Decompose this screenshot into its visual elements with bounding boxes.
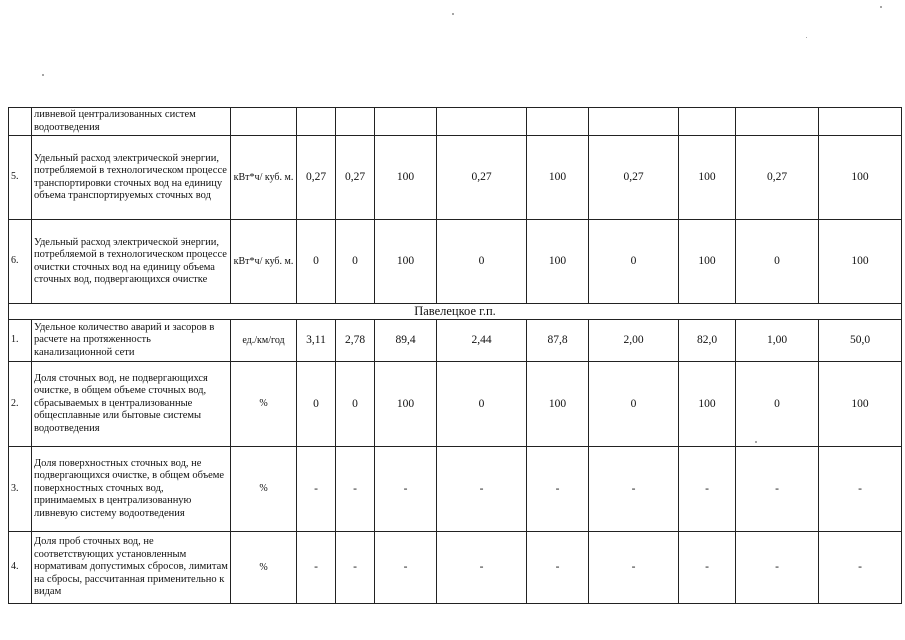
- value-cell: 100: [679, 362, 736, 447]
- value-cell: [336, 108, 375, 136]
- value-cell: [736, 108, 819, 136]
- value-cell: 0: [336, 362, 375, 447]
- row-number: 5.: [9, 136, 32, 220]
- value-cell: 50,0: [819, 320, 902, 362]
- value-cell: 100: [527, 220, 589, 304]
- value-cell: [437, 108, 527, 136]
- row-number: 4.: [9, 532, 32, 604]
- value-cell: 2,44: [437, 320, 527, 362]
- scan-speck: [880, 6, 882, 8]
- value-cell: 0: [589, 220, 679, 304]
- value-cell: -: [527, 532, 589, 604]
- value-cell: 100: [527, 362, 589, 447]
- value-cell: 0: [297, 220, 336, 304]
- table-row: [9, 320, 902, 362]
- table-row: [9, 220, 902, 304]
- unit-cell: кВт*ч/ куб. м.: [231, 220, 297, 304]
- section-title: Павелецкое г.п.: [9, 304, 902, 320]
- value-cell: 0: [589, 362, 679, 447]
- value-cell: -: [297, 532, 336, 604]
- table-row: [9, 362, 902, 447]
- table-row-continued: [9, 108, 902, 136]
- value-cell: 0,27: [589, 136, 679, 220]
- value-cell: -: [589, 532, 679, 604]
- value-cell: 0: [336, 220, 375, 304]
- value-cell: 0,27: [437, 136, 527, 220]
- row-number: 2.: [9, 362, 32, 447]
- value-cell: 1,00: [736, 320, 819, 362]
- value-cell: [375, 108, 437, 136]
- indicator-name: Удельный расход электрической энергии, потребляемой в технологическом процессе очистки сточных вод на единицу объема сточных вод, подвергающихся очистке: [32, 220, 231, 304]
- value-cell: -: [819, 447, 902, 532]
- unit-cell: %: [231, 532, 297, 604]
- value-cell: [297, 108, 336, 136]
- value-cell: 87,8: [527, 320, 589, 362]
- value-cell: 100: [527, 136, 589, 220]
- value-cell: 0: [437, 362, 527, 447]
- value-cell: 89,4: [375, 320, 437, 362]
- indicator-name: Доля сточных вод, не подвергающихся очистке, в общем объеме сточных вод, сбрасываемых в централизованные общесплавные или бытовые системы водоотведения: [32, 362, 231, 447]
- value-cell: 0: [736, 220, 819, 304]
- value-cell: 0,27: [336, 136, 375, 220]
- value-cell: -: [527, 447, 589, 532]
- value-cell: -: [375, 532, 437, 604]
- value-cell: 100: [375, 136, 437, 220]
- value-cell: [527, 108, 589, 136]
- scan-speck: [42, 74, 44, 76]
- indicator-name: Доля поверхностных сточных вод, не подвергающихся очистке, в общем объеме поверхностных сточных вод, принимаемых в централизованную ливневую систему водоотведения: [32, 447, 231, 532]
- value-cell: -: [736, 447, 819, 532]
- value-cell: -: [589, 447, 679, 532]
- indicator-name: Удельное количество аварий и засоров в расчете на протяженность канализационной сети: [32, 320, 231, 362]
- value-cell: -: [679, 532, 736, 604]
- value-cell: 100: [819, 220, 902, 304]
- unit-cell: ед./км/год: [231, 320, 297, 362]
- indicator-name: ливневой централизованных систем водоотведения: [32, 108, 231, 136]
- value-cell: 100: [819, 136, 902, 220]
- value-cell: 100: [679, 136, 736, 220]
- scan-speck: [452, 13, 454, 15]
- value-cell: 0,27: [736, 136, 819, 220]
- row-number: [9, 108, 32, 136]
- value-cell: -: [375, 447, 437, 532]
- value-cell: 0: [297, 362, 336, 447]
- value-cell: -: [336, 447, 375, 532]
- value-cell: -: [819, 532, 902, 604]
- scan-speck: [806, 37, 807, 38]
- indicator-name: Удельный расход электрической энергии, потребляемой в технологическом процессе транспортировки сточных вод на единицу объема транспортируемых сточных вод: [32, 136, 231, 220]
- value-cell: [679, 108, 736, 136]
- value-cell: 0: [437, 220, 527, 304]
- value-cell: -: [437, 532, 527, 604]
- value-cell: -: [297, 447, 336, 532]
- value-cell: 100: [375, 362, 437, 447]
- value-cell: 100: [375, 220, 437, 304]
- row-number: 3.: [9, 447, 32, 532]
- value-cell: -: [336, 532, 375, 604]
- value-cell: 3,11: [297, 320, 336, 362]
- table-row: [9, 447, 902, 532]
- value-cell: 2,00: [589, 320, 679, 362]
- value-cell: [819, 108, 902, 136]
- value-cell: 0,27: [297, 136, 336, 220]
- row-number: 1.: [9, 320, 32, 362]
- value-cell: [589, 108, 679, 136]
- value-cell: 100: [819, 362, 902, 447]
- row-number: 6.: [9, 220, 32, 304]
- value-cell: 100: [679, 220, 736, 304]
- table-row: [9, 136, 902, 220]
- indicators-table: [8, 107, 902, 604]
- value-cell: 0: [736, 362, 819, 447]
- unit-cell: [231, 108, 297, 136]
- unit-cell: %: [231, 362, 297, 447]
- unit-cell: %: [231, 447, 297, 532]
- value-cell: -: [679, 447, 736, 532]
- value-cell: 2,78: [336, 320, 375, 362]
- value-cell: -: [736, 532, 819, 604]
- value-cell: -: [437, 447, 527, 532]
- value-cell: 82,0: [679, 320, 736, 362]
- section-header-row: [9, 304, 902, 320]
- indicator-name: Доля проб сточных вод, не соответствующих установленным нормативам допустимых сбросов, лимитам на сбросы, рассчитанная применительно к видам: [32, 532, 231, 604]
- unit-cell: кВт*ч/ куб. м.: [231, 136, 297, 220]
- table-row: [9, 532, 902, 604]
